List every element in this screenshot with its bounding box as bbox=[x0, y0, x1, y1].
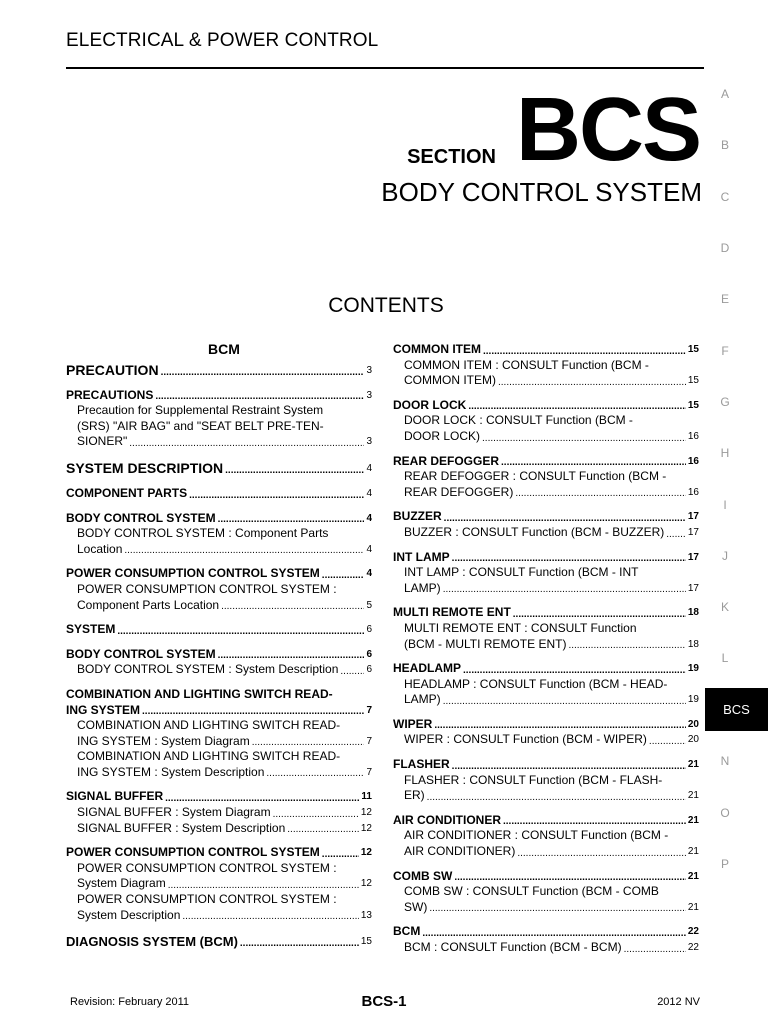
toc-entry-title[interactable]: System Diagram bbox=[77, 876, 166, 891]
toc-entry-title[interactable]: POWER CONSUMPTION CONTROL SYSTEM : bbox=[77, 860, 337, 875]
toc-subentry[interactable] bbox=[393, 773, 699, 804]
toc-entry-title[interactable]: DOOR LOCK : CONSULT Function (BCM - bbox=[404, 413, 633, 428]
toc-entry-title[interactable]: (SRS) "AIR BAG" and "SEAT BELT PRE-TEN- bbox=[77, 418, 324, 433]
toc-page-number: 21 bbox=[687, 901, 699, 913]
toc-page-number: 12 bbox=[360, 822, 372, 834]
toc-entry[interactable] bbox=[393, 661, 699, 677]
toc-subentry[interactable] bbox=[393, 677, 699, 708]
toc-entry-title[interactable]: BUZZER : CONSULT Function (BCM - BUZZER) bbox=[404, 524, 665, 539]
toc-page-number: 13 bbox=[360, 909, 372, 921]
toc-entry-title[interactable]: COMB SW bbox=[393, 868, 453, 883]
toc-subentry[interactable] bbox=[393, 358, 699, 389]
toc-entry-title[interactable]: LAMP) bbox=[404, 580, 441, 595]
toc-entry[interactable] bbox=[393, 342, 699, 358]
toc-entry-title[interactable]: SW) bbox=[404, 899, 428, 914]
side-index-i[interactable]: I bbox=[723, 498, 727, 512]
toc-entry-title[interactable]: Precaution for Supplemental Restraint System bbox=[77, 403, 324, 418]
toc-entry-title[interactable]: INT LAMP : CONSULT Function (BCM - INT bbox=[404, 565, 639, 580]
toc-page-number: 17 bbox=[687, 511, 699, 523]
toc-entry-title[interactable]: COMMON ITEM : CONSULT Function (BCM - bbox=[404, 357, 649, 372]
toc-entry[interactable] bbox=[66, 789, 372, 805]
toc-subentry[interactable] bbox=[393, 525, 699, 541]
toc-entry[interactable] bbox=[66, 511, 372, 527]
toc-page-number: 21 bbox=[687, 814, 699, 826]
toc-page-number: 15 bbox=[687, 399, 699, 411]
toc-entry-title[interactable]: SIONER" bbox=[77, 434, 128, 449]
toc-page-number: 15 bbox=[687, 344, 699, 355]
toc-entry-title[interactable]: AIR CONDITIONER : CONSULT Function (BCM - bbox=[404, 828, 669, 843]
section-name: BODY CONTROL SYSTEM bbox=[381, 177, 702, 207]
toc-entry-title[interactable]: FLASHER bbox=[393, 757, 450, 772]
toc-page-number: 12 bbox=[360, 847, 372, 859]
toc-subentry[interactable] bbox=[393, 732, 699, 748]
side-index-j[interactable]: J bbox=[722, 549, 728, 563]
contents-heading-text: CONTENTS bbox=[328, 294, 444, 317]
toc-page-number: 4 bbox=[366, 462, 372, 474]
toc-entry-title[interactable]: DOOR LOCK bbox=[393, 397, 467, 412]
toc-entry[interactable] bbox=[66, 566, 372, 582]
toc-page-number: 3 bbox=[366, 364, 372, 376]
toc-entry[interactable] bbox=[393, 717, 699, 733]
toc-page-number: 6 bbox=[366, 624, 372, 636]
toc-entry-title[interactable]: Location bbox=[77, 541, 123, 556]
toc-entry-title[interactable]: INT LAMP bbox=[393, 549, 450, 564]
side-index-c[interactable]: C bbox=[720, 190, 730, 204]
toc-entry-title[interactable]: System Description bbox=[77, 907, 181, 922]
toc-subentry[interactable] bbox=[66, 718, 372, 780]
toc-page-number: 20 bbox=[687, 734, 699, 746]
toc-entry-title[interactable]: PRECAUTIONS bbox=[66, 387, 154, 402]
toc-entry-title[interactable]: ING SYSTEM bbox=[66, 702, 141, 717]
side-index-o[interactable]: O bbox=[720, 806, 730, 820]
toc-entry-title[interactable]: BODY CONTROL SYSTEM : System Description bbox=[77, 662, 339, 677]
toc-page-number: 21 bbox=[687, 846, 699, 858]
toc-entry-title[interactable]: (BCM - MULTI REMOTE ENT) bbox=[404, 636, 567, 651]
toc-entry[interactable] bbox=[66, 845, 372, 861]
toc-page-number: 21 bbox=[687, 759, 699, 771]
toc-entry-title[interactable]: Component Parts Location bbox=[77, 597, 220, 612]
side-index-h[interactable]: H bbox=[720, 446, 730, 460]
toc-subentry[interactable] bbox=[393, 469, 699, 500]
side-index-f[interactable]: F bbox=[721, 344, 729, 358]
footer-revision: Revision: February 2011 bbox=[70, 996, 190, 1008]
toc-entry-title[interactable]: POWER CONSUMPTION CONTROL SYSTEM : bbox=[77, 581, 337, 596]
toc-entry-title[interactable]: BCM bbox=[393, 924, 421, 939]
toc-entry-title[interactable]: LAMP) bbox=[404, 692, 441, 707]
toc-entry-title[interactable]: ING SYSTEM : System Description bbox=[77, 764, 265, 779]
toc-page-number: 17 bbox=[687, 582, 699, 594]
toc-page-number: 4 bbox=[366, 487, 372, 499]
toc-entry-title[interactable]: HEADLAMP : CONSULT Function (BCM - HEAD- bbox=[404, 676, 668, 691]
toc-entry[interactable] bbox=[66, 460, 372, 477]
toc-subentry[interactable] bbox=[66, 861, 372, 923]
toc-entry-title[interactable]: REAR DEFOGGER bbox=[393, 453, 500, 468]
toc-entry-title[interactable]: HEADLAMP bbox=[393, 661, 461, 676]
toc-entry-title[interactable]: REAR DEFOGGER : CONSULT Function (BCM - bbox=[404, 469, 667, 484]
toc-page-number: 15 bbox=[360, 936, 372, 948]
toc-entry[interactable] bbox=[393, 869, 699, 885]
toc-entry[interactable] bbox=[66, 687, 372, 703]
side-index-l[interactable]: L bbox=[721, 651, 729, 665]
toc-entry[interactable] bbox=[393, 757, 699, 773]
toc-page-number: 3 bbox=[366, 436, 372, 448]
toc-entry[interactable] bbox=[66, 362, 372, 379]
toc-entry-title[interactable]: WIPER bbox=[393, 716, 433, 731]
side-index-n[interactable]: N bbox=[720, 754, 730, 768]
toc-entry-title[interactable]: BUZZER bbox=[393, 509, 442, 524]
toc-right-column bbox=[393, 342, 699, 956]
toc-entry-title[interactable]: SYSTEM DESCRIPTION bbox=[66, 459, 224, 476]
toc-entry-title[interactable]: MULTI REMOTE ENT : CONSULT Function bbox=[404, 620, 637, 635]
toc-entry[interactable] bbox=[66, 388, 372, 404]
toc-page-number: 7 bbox=[366, 735, 372, 747]
toc-page-number: 15 bbox=[687, 375, 699, 387]
toc-entry-title[interactable]: SIGNAL BUFFER : System Description bbox=[77, 820, 286, 835]
toc-page-number: 22 bbox=[687, 926, 699, 938]
toc-entry-title[interactable]: FLASHER : CONSULT Function (BCM - FLASH- bbox=[404, 772, 663, 787]
toc-subentry[interactable] bbox=[66, 526, 372, 557]
toc-entry[interactable] bbox=[66, 703, 372, 719]
section-label: SECTION bbox=[407, 146, 496, 168]
toc-page-number: 19 bbox=[687, 694, 699, 706]
toc-entry[interactable] bbox=[393, 509, 699, 525]
toc-subentry[interactable] bbox=[393, 413, 699, 444]
toc-entry-title[interactable]: PRECAUTION bbox=[66, 361, 159, 378]
toc-entry-title[interactable]: SIGNAL BUFFER bbox=[66, 789, 164, 804]
toc-entry-title[interactable]: WIPER : CONSULT Function (BCM - WIPER) bbox=[404, 732, 647, 747]
toc-entry-title[interactable]: COMBINATION AND LIGHTING SWITCH READ- bbox=[66, 686, 333, 701]
toc-group-title: BCM bbox=[208, 341, 240, 357]
toc-page-number: 20 bbox=[687, 718, 699, 730]
toc-page-number: 21 bbox=[687, 870, 699, 882]
toc-page-number: 12 bbox=[360, 807, 372, 819]
toc-entry[interactable] bbox=[66, 486, 372, 502]
toc-entry-title[interactable]: AIR CONDITIONER bbox=[393, 812, 501, 827]
toc-entry-title[interactable]: POWER CONSUMPTION CONTROL SYSTEM bbox=[66, 845, 320, 860]
side-index-g[interactable]: G bbox=[720, 395, 730, 409]
toc-entry-title[interactable]: BODY CONTROL SYSTEM : Component Parts bbox=[77, 526, 329, 541]
toc-page-number: 16 bbox=[687, 455, 699, 467]
side-index-e[interactable]: E bbox=[720, 292, 729, 306]
toc-entry[interactable] bbox=[66, 622, 372, 638]
toc-subentry[interactable] bbox=[393, 884, 699, 915]
toc-left-column bbox=[66, 342, 372, 950]
toc-entry[interactable] bbox=[66, 933, 372, 950]
toc-entry-title[interactable]: DOOR LOCK) bbox=[404, 428, 481, 443]
toc-subentry[interactable] bbox=[66, 805, 372, 836]
toc-page-number: 7 bbox=[366, 766, 372, 778]
side-index-p[interactable]: P bbox=[720, 857, 729, 871]
contents-heading bbox=[0, 294, 768, 318]
toc-subentry[interactable] bbox=[66, 403, 372, 450]
toc-subentry[interactable] bbox=[393, 940, 699, 956]
toc-entry-title[interactable]: DIAGNOSIS SYSTEM (BCM) bbox=[66, 934, 238, 950]
toc-entry-title[interactable]: POWER CONSUMPTION CONTROL SYSTEM bbox=[66, 566, 320, 581]
toc-page-number: 5 bbox=[366, 599, 372, 611]
toc-entry[interactable] bbox=[393, 550, 699, 566]
toc-page-number: 18 bbox=[687, 607, 699, 619]
toc-entry-title[interactable]: COMBINATION AND LIGHTING SWITCH READ- bbox=[77, 749, 341, 764]
side-index-a[interactable]: A bbox=[720, 87, 729, 101]
toc-page-number: 3 bbox=[366, 389, 372, 401]
toc-entry[interactable] bbox=[393, 605, 699, 621]
toc-entry-title[interactable]: SYSTEM bbox=[66, 622, 116, 637]
toc-entry-title[interactable]: ING SYSTEM : System Diagram bbox=[77, 733, 250, 748]
toc-subentry[interactable] bbox=[66, 662, 372, 678]
toc-entry-title[interactable]: SIGNAL BUFFER : System Diagram bbox=[77, 805, 271, 820]
toc-entry-title[interactable]: COMB SW : CONSULT Function (BCM - COMB bbox=[404, 884, 659, 899]
toc-entry-title[interactable]: MULTI REMOTE ENT bbox=[393, 605, 511, 620]
toc-entry-title[interactable]: REAR DEFOGGER) bbox=[404, 484, 514, 499]
toc-entry[interactable] bbox=[393, 398, 699, 414]
toc-entry[interactable] bbox=[393, 924, 699, 940]
toc-page-number: 4 bbox=[366, 512, 372, 524]
toc-entry-title[interactable]: COMPONENT PARTS bbox=[66, 485, 188, 500]
side-index-bcs-active[interactable]: BCS bbox=[705, 688, 768, 731]
toc-entry-title[interactable]: ER) bbox=[404, 788, 425, 803]
toc-page-number: 21 bbox=[687, 790, 699, 802]
toc-page-number: 11 bbox=[361, 791, 372, 803]
toc-subentry[interactable] bbox=[393, 565, 699, 596]
toc-entry-title[interactable]: AIR CONDITIONER) bbox=[404, 844, 516, 859]
toc-page-number: 4 bbox=[366, 543, 372, 555]
toc-entry[interactable] bbox=[393, 454, 699, 470]
section-code: BCS bbox=[515, 80, 700, 180]
toc-page-number: 4 bbox=[366, 568, 372, 580]
side-index-b[interactable]: B bbox=[720, 138, 729, 152]
toc-entry[interactable] bbox=[393, 813, 699, 829]
toc-entry-title[interactable]: BCM : CONSULT Function (BCM - BCM) bbox=[404, 940, 622, 954]
toc-entry-title[interactable]: COMBINATION AND LIGHTING SWITCH READ- bbox=[77, 718, 341, 733]
toc-page-number: 18 bbox=[687, 638, 699, 650]
manual-title: ELECTRICAL & POWER CONTROL bbox=[66, 30, 379, 51]
toc-page-number: 6 bbox=[366, 664, 372, 676]
toc-entry[interactable] bbox=[66, 647, 372, 663]
toc-subentry[interactable] bbox=[393, 621, 699, 652]
toc-entry-title[interactable]: POWER CONSUMPTION CONTROL SYSTEM : bbox=[77, 892, 337, 907]
toc-page-number: 22 bbox=[687, 942, 699, 953]
footer-page-number: BCS-1 bbox=[361, 993, 407, 1010]
toc-page-number: 16 bbox=[687, 430, 699, 442]
toc-entry-title[interactable]: BODY CONTROL SYSTEM bbox=[66, 510, 216, 525]
toc-page-number: 6 bbox=[366, 648, 372, 660]
toc-page-number: 12 bbox=[360, 878, 372, 890]
header-rule bbox=[66, 67, 704, 69]
toc-entry-title[interactable]: BODY CONTROL SYSTEM bbox=[66, 646, 216, 661]
side-index-k[interactable]: K bbox=[720, 600, 729, 614]
footer-model: 2012 NV bbox=[657, 996, 700, 1008]
toc-page-number: 19 bbox=[687, 663, 699, 675]
toc-subentry[interactable] bbox=[393, 828, 699, 859]
toc-page-number: 16 bbox=[687, 486, 699, 498]
toc-page-number: 17 bbox=[687, 551, 699, 563]
toc-page-number: 7 bbox=[366, 704, 372, 716]
toc-entry-title[interactable]: COMMON ITEM) bbox=[404, 373, 496, 388]
toc-entry-title[interactable]: COMMON ITEM bbox=[393, 342, 481, 356]
toc-page-number: 17 bbox=[687, 526, 699, 538]
side-index-d[interactable]: D bbox=[720, 241, 730, 255]
toc-subentry[interactable] bbox=[66, 582, 372, 613]
